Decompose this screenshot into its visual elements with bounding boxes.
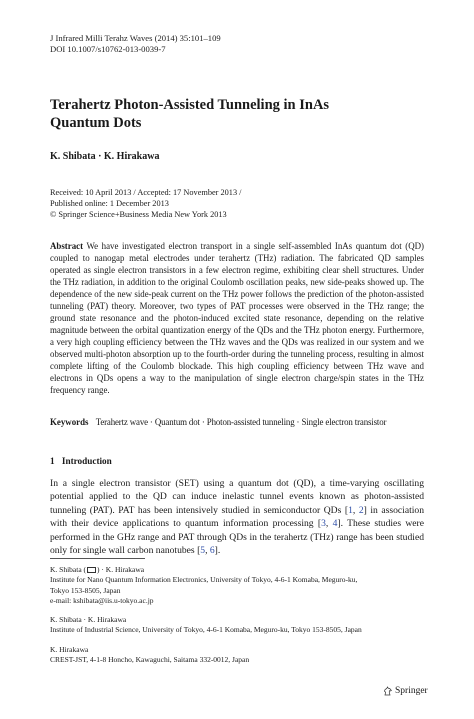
section-number: 1 (50, 456, 55, 466)
affiliation-authors: K. Hirakawa (50, 645, 89, 654)
keyword-separator: · (201, 417, 205, 427)
keyword-separator: · (149, 417, 153, 427)
keywords-label: Keywords (50, 417, 89, 427)
intro-text: ]. These studies were performed in the GHz range and PAT through QDs in the terahertz (THz) range has been studied only for single wall carbon nanotubes [ (50, 518, 425, 557)
citation-link[interactable]: 2 (358, 504, 364, 516)
affiliation-email[interactable]: e-mail: kshibata@iis.u-tokyo.ac.jp (50, 596, 154, 606)
author-name: K. Shibata ( (50, 565, 87, 574)
affiliation-3 (50, 645, 430, 666)
springer-horse-icon (383, 686, 393, 696)
publisher-logo (383, 686, 428, 696)
author-name: ) · K. Hirakawa (97, 565, 145, 574)
affiliation-institute: Institute for Nano Quantum Information Electronics, University of Tokyo, 4-6-1 Komaba, Meguro-ku, (50, 575, 358, 585)
keyword: Photon-assisted tunneling (206, 417, 295, 427)
affiliation-institute: CREST-JST, 4-1-8 Honcho, Kawaguchi, Saitama 332-0012, Japan (50, 655, 250, 665)
journal-citation: J Infrared Milli Terahz Waves (2014) 35:101–109 (50, 33, 221, 43)
keyword: Terahertz wave (95, 417, 148, 427)
abstract (50, 240, 424, 396)
citation-link[interactable]: 4 (332, 518, 338, 530)
publication-dates (50, 187, 241, 220)
section-title: Introduction (61, 456, 112, 466)
footnote-divider (50, 558, 145, 559)
envelope-icon (87, 567, 96, 573)
affiliation-authors: K. Shibata · K. Hirakawa (50, 615, 127, 624)
intro-text: ]. (214, 545, 221, 557)
citation-link[interactable]: 3 (321, 518, 326, 530)
affiliation-address: Tokyo 153-8505, Japan (50, 585, 121, 595)
intro-text: , (325, 518, 333, 530)
title-line-1: Terahertz Photon-Assisted Tunneling in InAs (50, 97, 330, 113)
affiliation-2 (50, 615, 430, 636)
intro-text: , (352, 504, 359, 516)
citation-link[interactable]: 1 (348, 504, 353, 516)
affiliation-1 (50, 565, 430, 607)
affiliation-authors (50, 565, 430, 575)
keyword: Quantum dot (154, 417, 200, 427)
citation-link[interactable]: 5 (200, 545, 206, 557)
received-accepted: Received: 10 April 2013 / Accepted: 17 November 2013 / (50, 188, 242, 197)
intro-text: In a single electron transistor (SET) using a quantum dot (QD), a time-varying oscillating potential applied to the QD can induce inelastic tunnel events known as photon-assisted tunneling (PAT). PAT has been intensively studied in semiconductor QDs [ (50, 478, 424, 516)
author-list: K. Shibata · K. Hirakawa (50, 151, 160, 162)
keyword: Single electron transistor (301, 417, 387, 427)
abstract-text: We have investigated electron transport in a single self-assembled InAs quantum dot (QD) coupled to nanogap metal electrodes under terahertz (THz) radiation. The fabricated QD samples operated as single electron transistors in a few electron regime, exhibiting clear shell structures. Under the THz radiation, in addition to the original Coulomb oscillation peaks, new side-peaks showed up. The dependence of the new side-peak current on the THz power follows the prediction of the photon-assisted tunneling (PAT) theory. Moreover, two types of PAT processes were observed in the THz range; the ground state resonance and the photon-induced excited state resonance, depending on the relative magnitude between the orbital quantization energy of the QDs and the THz photon energy. Furthermore, a very high coupling efficiency between the THz waves and the QDs was realized in our system and we observed multi-photon absorption up to the fourth-order during the tunneling process, resulting in almost complete lifting of the Coulomb blockade. This high coupling efficiency between THz wave and electrons in QDs opens a way to the manipulation of single electron charge/spin states in the THz frequency range. (50, 241, 424, 395)
intro-text: ] in association with their device applications to quantum information processing [ (50, 504, 424, 530)
keyword-separator: · (296, 417, 300, 427)
published-online: Published online: 1 December 2013 (50, 199, 169, 208)
section-heading (50, 456, 112, 466)
journal-header (50, 33, 221, 55)
intro-text: , (205, 545, 210, 557)
publisher-name: Springer (395, 686, 428, 696)
title-line-2: Quantum Dots (50, 115, 142, 131)
affiliation-institute: Institute of Industrial Science, University of Tokyo, 4-6-1 Komaba, Meguro-ku, Tokyo 153-8505, Japan (50, 625, 362, 635)
citation-link[interactable]: 6 (209, 545, 215, 557)
introduction-paragraph (50, 477, 424, 557)
keywords (50, 416, 430, 428)
abstract-label: Abstract (50, 241, 84, 251)
journal-doi: DOI 10.1007/s10762-013-0039-7 (50, 44, 166, 54)
paper-title (50, 96, 430, 132)
copyright: © Springer Science+Business Media New York 2013 (50, 210, 227, 219)
